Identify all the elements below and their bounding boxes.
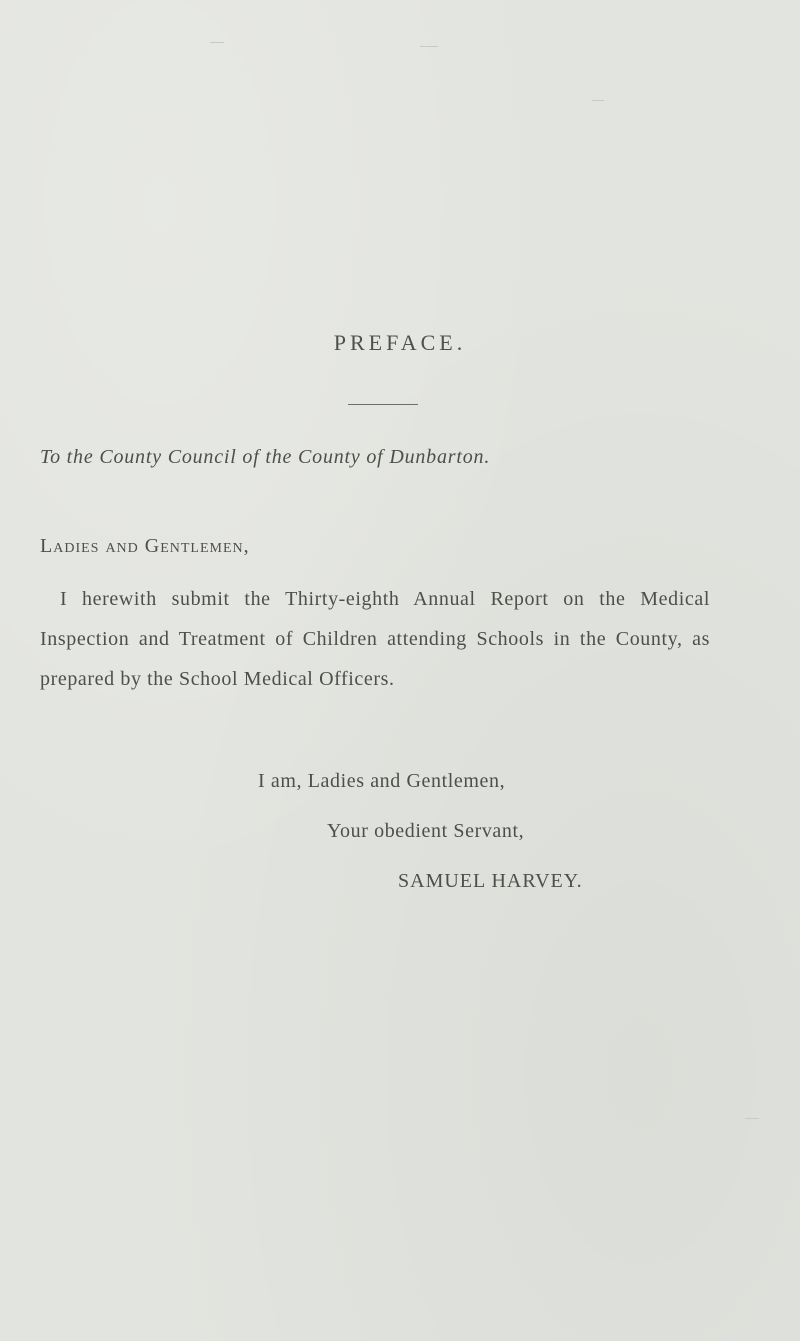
servant-line: Your obedient Servant, — [327, 820, 525, 842]
paper-mark — [745, 1118, 759, 1119]
paper-mark — [210, 42, 224, 43]
heading-rule — [348, 404, 418, 405]
salutation: Ladies and Gentlemen, — [40, 535, 250, 557]
address-line: To the County Council of the County of Dunbarton. — [40, 446, 491, 468]
paper-mark — [592, 100, 604, 101]
preface-heading: PREFACE. — [333, 330, 467, 355]
signature-name: SAMUEL HARVEY. — [398, 870, 583, 892]
preface-body: I herewith submit the Thirty-eighth Annual Report on the Medical Inspection and Treatment of Children attending Schools in the County, as prepared by the School Medical Officers. — [40, 588, 710, 690]
closing-line: I am, Ladies and Gentlemen, — [258, 770, 506, 792]
paper-mark — [420, 46, 438, 47]
